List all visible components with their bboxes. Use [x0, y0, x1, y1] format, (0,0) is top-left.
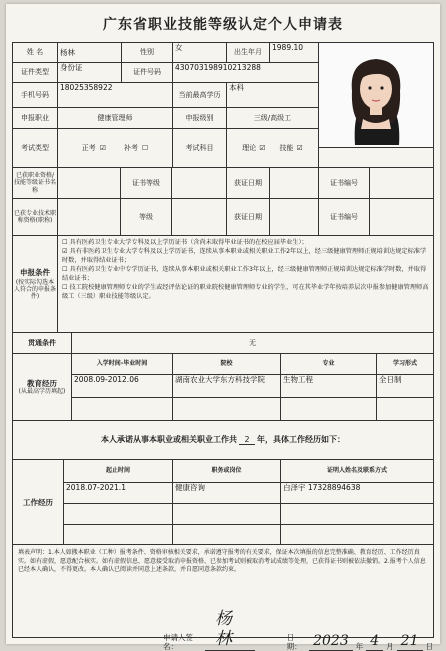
- exam-type-label: 考试类型: [12, 128, 58, 168]
- pro-cert-no-value[interactable]: [369, 198, 434, 236]
- work-row-period-empty[interactable]: [63, 503, 173, 525]
- declaration-box: [12, 544, 434, 651]
- phone-value[interactable]: 18025358922: [57, 82, 173, 108]
- cert-level-value[interactable]: [171, 167, 227, 199]
- photo-bottom-cell: [318, 147, 434, 168]
- cert-obtained-value[interactable]: [57, 167, 121, 199]
- commit-years[interactable]: 2: [239, 435, 255, 446]
- sign-day[interactable]: 21: [397, 633, 423, 651]
- exam-makeup-checkbox[interactable]: ☐: [142, 143, 149, 152]
- pro-obtain-date-label: 获证日期: [226, 198, 270, 236]
- applicant-signature[interactable]: 杨林: [205, 609, 255, 651]
- through-value[interactable]: 无: [71, 332, 434, 354]
- pro-title-label: 已获专业技术职称资格(职称): [12, 198, 58, 236]
- applicant-photo: [319, 43, 433, 147]
- work-row-witness[interactable]: 白泽宇 17328894638: [280, 482, 434, 504]
- through-label: 贯通条件: [12, 332, 72, 354]
- work-commitment: [12, 420, 434, 460]
- edu-header-mode: 学习形式: [376, 353, 434, 375]
- work-row-witness-empty[interactable]: [280, 524, 434, 545]
- signature-line: [163, 609, 433, 651]
- gender-value[interactable]: 女: [172, 42, 227, 63]
- subject-theory-checkbox[interactable]: ☑: [259, 143, 266, 152]
- id-no-value[interactable]: 430703198910213288: [172, 62, 319, 83]
- birth-value[interactable]: 1989.10: [269, 42, 319, 63]
- gender-label: 性别: [121, 42, 173, 63]
- edu-row-period-empty[interactable]: [71, 397, 173, 421]
- subject-label: 考试科目: [172, 128, 227, 168]
- pro-cert-no-label: 证书编号: [318, 198, 370, 236]
- sign-month[interactable]: 4: [366, 633, 383, 651]
- education-label: 教育经历: [27, 378, 57, 388]
- condition-item[interactable]: ☐ 具有医药卫生专业中专学历证书，连续从事本职业或相关职业工作3年以上，经三级健康管理师正规培训达规定标准学时数，并取得结业证书；: [62, 265, 427, 282]
- declaration-text: 填表声明：1.本人如搬本职业（工种）报考条件、资格审核相关要求，承诺遵守报考的有关要求，保证本次填报的信息完整准确、教育经历、工作经历真实。如有虚假，愿意配合核实。如有虚假信息，愿意接受取消申报资格、已参加考试则被取消考试成绩等处理，已获得证书则被依法撤销。2.报考个人信息已经本人确认，不得更改。本人确认已阅读并同意上述条款，并自愿同意条款约束。: [18, 549, 426, 574]
- cert-no-value[interactable]: [369, 167, 434, 199]
- condition-item[interactable]: ☐ 技工院校健康管理师专业的学生或经评估论证的职业院校健康管理师专业的学生，可在其毕业学年按培养层次申报参加健康管理师高级工（三级）职业技能等级认定。: [62, 283, 429, 300]
- pro-grade-label: 等级: [120, 198, 172, 236]
- cert-obtain-date-label: 获证日期: [226, 167, 270, 199]
- edu-row-period[interactable]: 2008.09-2012.06: [71, 374, 173, 398]
- id-type-label: 证件类型: [12, 62, 58, 83]
- pro-title-value[interactable]: [57, 198, 121, 236]
- sign-year-unit: 年: [355, 641, 364, 651]
- job-label: 申报职业: [12, 107, 58, 129]
- work-row-period-empty[interactable]: [63, 524, 173, 545]
- exam-normal-checkbox[interactable]: ☑: [99, 143, 106, 152]
- edu-row-major[interactable]: 生物工程: [280, 374, 377, 398]
- edu-row-school[interactable]: 湖南农业大学东方科技学院: [172, 374, 281, 398]
- condition-item[interactable]: ☑ 具有非医药卫生专业大学专科及以上学历证书，连续从事本职业或相关职业工作2年以上，经三级健康管理师正规培训达规定标准学时数，并取得结业证书；: [62, 247, 427, 264]
- condition-item[interactable]: ☐ 具有医药卫生专业大学专科及以上学历证书（含尚未取得毕业证书的在校应届毕业生）；: [62, 239, 308, 246]
- photo-box: [318, 42, 434, 148]
- work-label: 工作经历: [12, 459, 64, 545]
- cert-obtained-label: 已获职业资格/技能等级证书名称: [12, 167, 58, 199]
- edu-header-period: 入学时间-毕业时间: [71, 353, 173, 375]
- phone-label: 手机号码: [12, 82, 58, 108]
- edu-row-major-empty[interactable]: [280, 397, 377, 421]
- work-header-position: 职务或岗位: [172, 459, 281, 483]
- commit-suffix: 年，具体工作经历如下：: [257, 435, 345, 445]
- sign-day-unit: 日: [425, 641, 433, 651]
- name-value[interactable]: 杨林: [57, 42, 122, 63]
- work-row-position-empty[interactable]: [172, 503, 281, 525]
- conditions-hint: (按实际勾选本人符合的申报条件): [13, 278, 56, 301]
- level-value[interactable]: 三级/高级工: [226, 107, 319, 129]
- cert-level-label: 证书等级: [120, 167, 172, 199]
- exam-makeup-text: 补考: [124, 143, 138, 152]
- id-type-value[interactable]: 身份证: [57, 62, 122, 83]
- id-no-label: 证件号码: [121, 62, 173, 83]
- education-hint: (从最高学历填起): [18, 387, 66, 395]
- cert-no-label: 证书编号: [318, 167, 370, 199]
- name-label: 姓 名: [12, 42, 58, 63]
- edu-label: 当前最高学历: [172, 82, 227, 108]
- sign-label: 申请人签名：: [163, 632, 193, 651]
- subject-options: [226, 128, 319, 168]
- pro-obtain-date-value[interactable]: [269, 198, 319, 236]
- education-label-cell: [12, 353, 72, 421]
- edu-row-mode[interactable]: 全日制: [376, 374, 434, 398]
- job-value[interactable]: 健康管理师: [57, 107, 173, 129]
- level-label: 申报级别: [172, 107, 227, 129]
- work-row-period[interactable]: 2018.07-2021.1: [63, 482, 173, 504]
- work-row-position-empty[interactable]: [172, 524, 281, 545]
- subject-skill-checkbox[interactable]: ☑: [296, 143, 303, 152]
- work-header-period: 起止时间: [63, 459, 173, 483]
- work-row-witness-empty[interactable]: [280, 503, 434, 525]
- exam-normal-text: 正考: [81, 143, 96, 152]
- birth-label: 出生年月: [226, 42, 270, 63]
- conditions-list: [57, 235, 434, 333]
- form-title: 广东省职业技能等级认定个人申请表: [103, 17, 343, 33]
- sign-month-unit: 月: [386, 641, 394, 651]
- edu-row-mode-empty[interactable]: [376, 397, 434, 421]
- edu-header-major: 专业: [280, 353, 377, 375]
- conditions-label-cell: [12, 235, 58, 333]
- edu-row-school-empty[interactable]: [172, 397, 281, 421]
- work-row-position[interactable]: 健康咨询: [172, 482, 281, 504]
- work-header-witness: 证明人姓名及联系方式: [280, 459, 434, 483]
- exam-type-options: [57, 128, 173, 168]
- commit-prefix: 本人承诺从事本职业或相关职业工作共: [101, 435, 237, 445]
- edu-value[interactable]: 本科: [226, 82, 319, 108]
- edu-header-school: 院校: [172, 353, 281, 375]
- application-form: [6, 4, 440, 651]
- conditions-label: 申报条件: [20, 267, 50, 277]
- sign-year[interactable]: 2023: [309, 633, 353, 651]
- cert-obtain-date-value[interactable]: [269, 167, 319, 199]
- date-label: 日期：: [286, 632, 302, 651]
- subject-skill-text: 技能: [279, 143, 294, 152]
- subject-theory-text: 理论: [242, 143, 257, 152]
- pro-grade-value[interactable]: [171, 198, 227, 236]
